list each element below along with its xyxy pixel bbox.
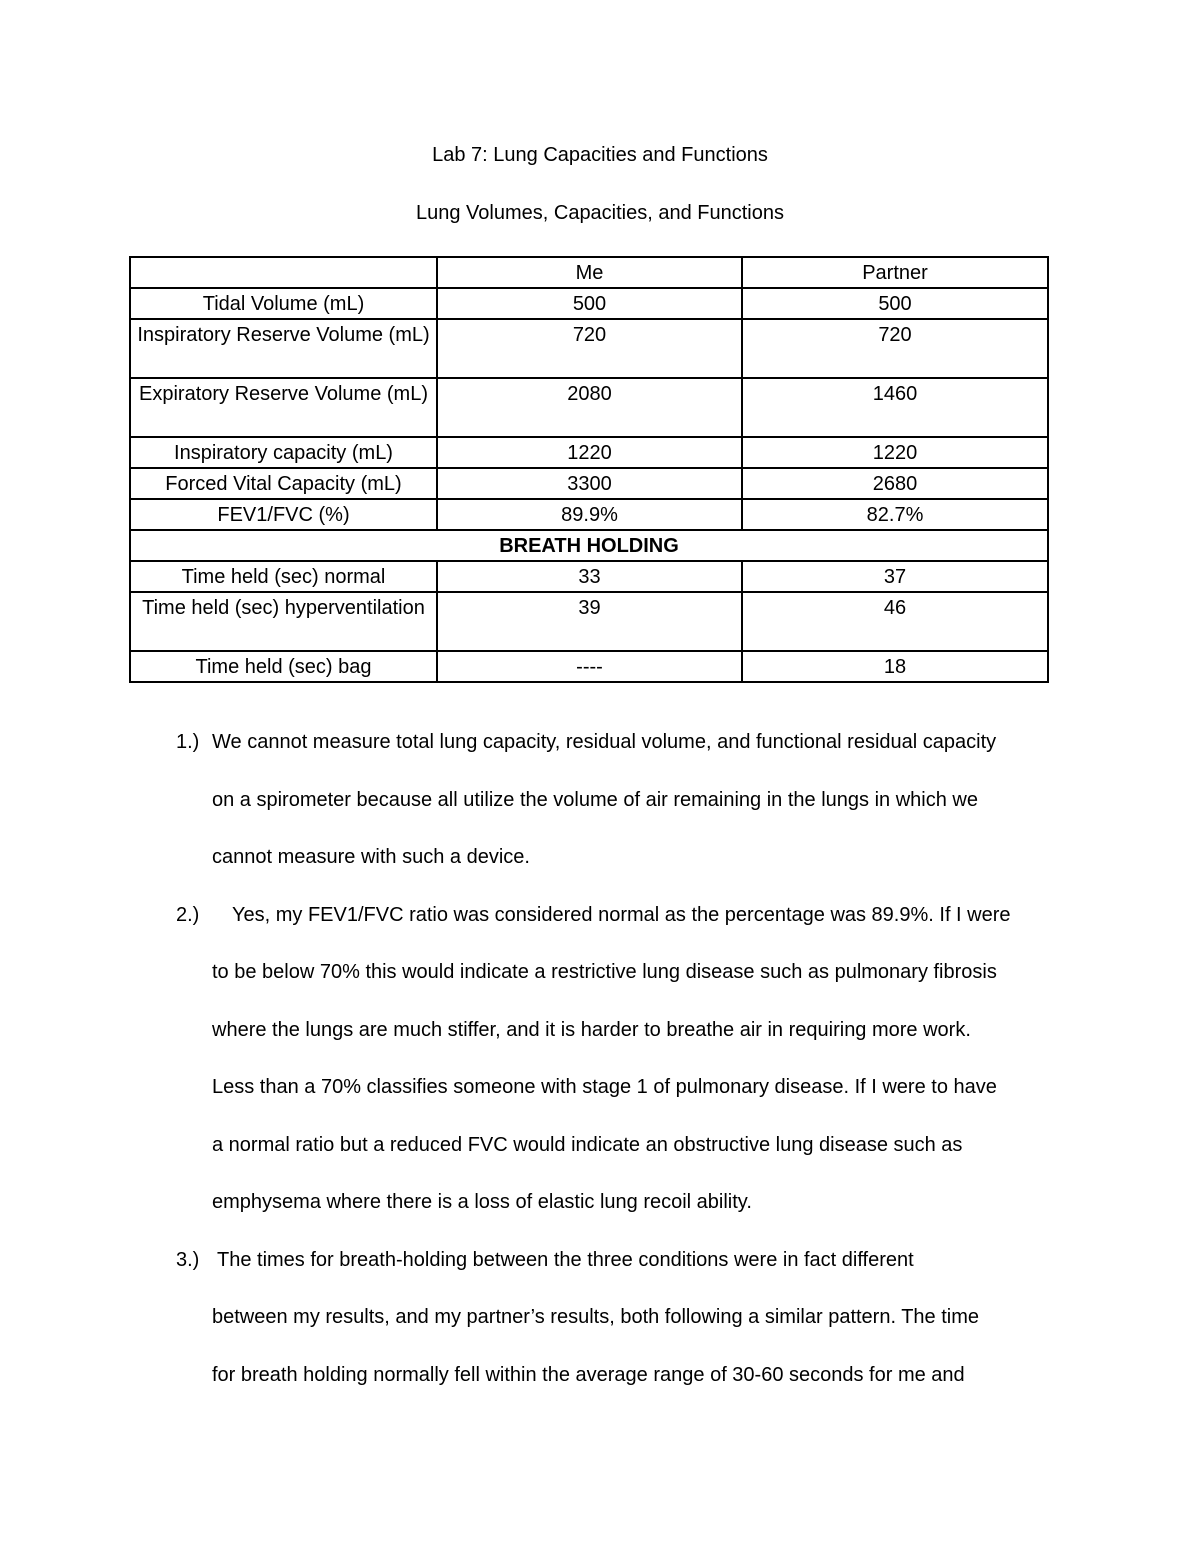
document-subtitle: Lung Volumes, Capacities, and Functions	[416, 202, 784, 224]
answers-list	[0, 728, 1200, 1418]
answer-line: where the lungs are much stiffer, and it is harder to breathe air in requiring more work.	[212, 1018, 971, 1041]
me-value: 89.9%	[437, 499, 742, 530]
row-label: Time held (sec) normal	[130, 561, 437, 592]
table-row	[130, 561, 1048, 592]
row-label: Tidal Volume (mL)	[130, 288, 437, 319]
partner-value: 82.7%	[742, 499, 1048, 530]
breath-holding-section-row	[130, 530, 1048, 561]
me-value: 720	[437, 319, 742, 378]
answer-line: for breath holding normally fell within the average range of 30-60 seconds for me and	[212, 1363, 965, 1386]
document-title: Lab 7: Lung Capacities and Functions	[432, 144, 768, 166]
partner-value: 1220	[742, 437, 1048, 468]
answer-line: cannot measure with such a device.	[212, 846, 530, 868]
answer-line: The times for breath-holding between the three conditions were in fact different	[217, 1248, 914, 1271]
me-value: ----	[437, 651, 742, 682]
row-label: Expiratory Reserve Volume (mL)	[130, 378, 437, 437]
row-label: Time held (sec) bag	[130, 651, 437, 682]
me-value: 3300	[437, 468, 742, 499]
answer-item	[0, 728, 1200, 901]
answer-line: to be below 70% this would indicate a restrictive lung disease such as pulmonary fibrosis	[212, 961, 997, 983]
answer-item	[0, 901, 1200, 1246]
partner-value: 720	[742, 319, 1048, 378]
row-label: Inspiratory Reserve Volume (mL)	[130, 319, 437, 378]
header-cell-partner: Partner	[742, 257, 1048, 288]
table-row	[130, 592, 1048, 651]
me-value: 39	[437, 592, 742, 651]
me-value: 33	[437, 561, 742, 592]
partner-value: 37	[742, 561, 1048, 592]
partner-value: 18	[742, 651, 1048, 682]
row-label: Inspiratory capacity (mL)	[130, 437, 437, 468]
partner-value: 2680	[742, 468, 1048, 499]
answer-number: 3.)	[176, 1248, 200, 1271]
answer-line: Yes, my FEV1/FVC ratio was considered normal as the percentage was 89.9%. If I were	[232, 903, 1011, 926]
row-label: Forced Vital Capacity (mL)	[130, 468, 437, 499]
answer-line: a normal ratio but a reduced FVC would indicate an obstructive lung disease such as	[212, 1133, 963, 1156]
table-row	[130, 319, 1048, 378]
answer-item	[0, 1246, 1200, 1419]
row-label: Time held (sec) hyperventilation	[130, 592, 437, 651]
answer-number: 1.)	[176, 731, 200, 753]
answer-line: emphysema where there is a loss of elastic lung recoil ability.	[212, 1191, 752, 1213]
answer-number: 2.)	[176, 903, 200, 926]
partner-value: 1460	[742, 378, 1048, 437]
partner-value: 46	[742, 592, 1048, 651]
table-row	[130, 468, 1048, 499]
table-row	[130, 651, 1048, 682]
section-heading: BREATH HOLDING	[130, 530, 1048, 561]
header-cell-me: Me	[437, 257, 742, 288]
table-row	[130, 499, 1048, 530]
answer-line: We cannot measure total lung capacity, residual volume, and functional residual capacity	[212, 731, 997, 753]
me-value: 500	[437, 288, 742, 319]
header-cell-empty	[130, 257, 437, 288]
answer-line: between my results, and my partner’s results, both following a similar pattern. The time	[212, 1306, 980, 1328]
table-header-row	[130, 257, 1048, 288]
me-value: 2080	[437, 378, 742, 437]
answer-line: on a spirometer because all utilize the volume of air remaining in the lungs in which we	[212, 788, 978, 811]
me-value: 1220	[437, 437, 742, 468]
lung-data-table	[129, 256, 1049, 683]
table-row	[130, 288, 1048, 319]
partner-value: 500	[742, 288, 1048, 319]
answer-line: Less than a 70% classifies someone with stage 1 of pulmonary disease. If I were to have	[212, 1076, 997, 1098]
table-row	[130, 437, 1048, 468]
table-row	[130, 378, 1048, 437]
row-label: FEV1/FVC (%)	[130, 499, 437, 530]
